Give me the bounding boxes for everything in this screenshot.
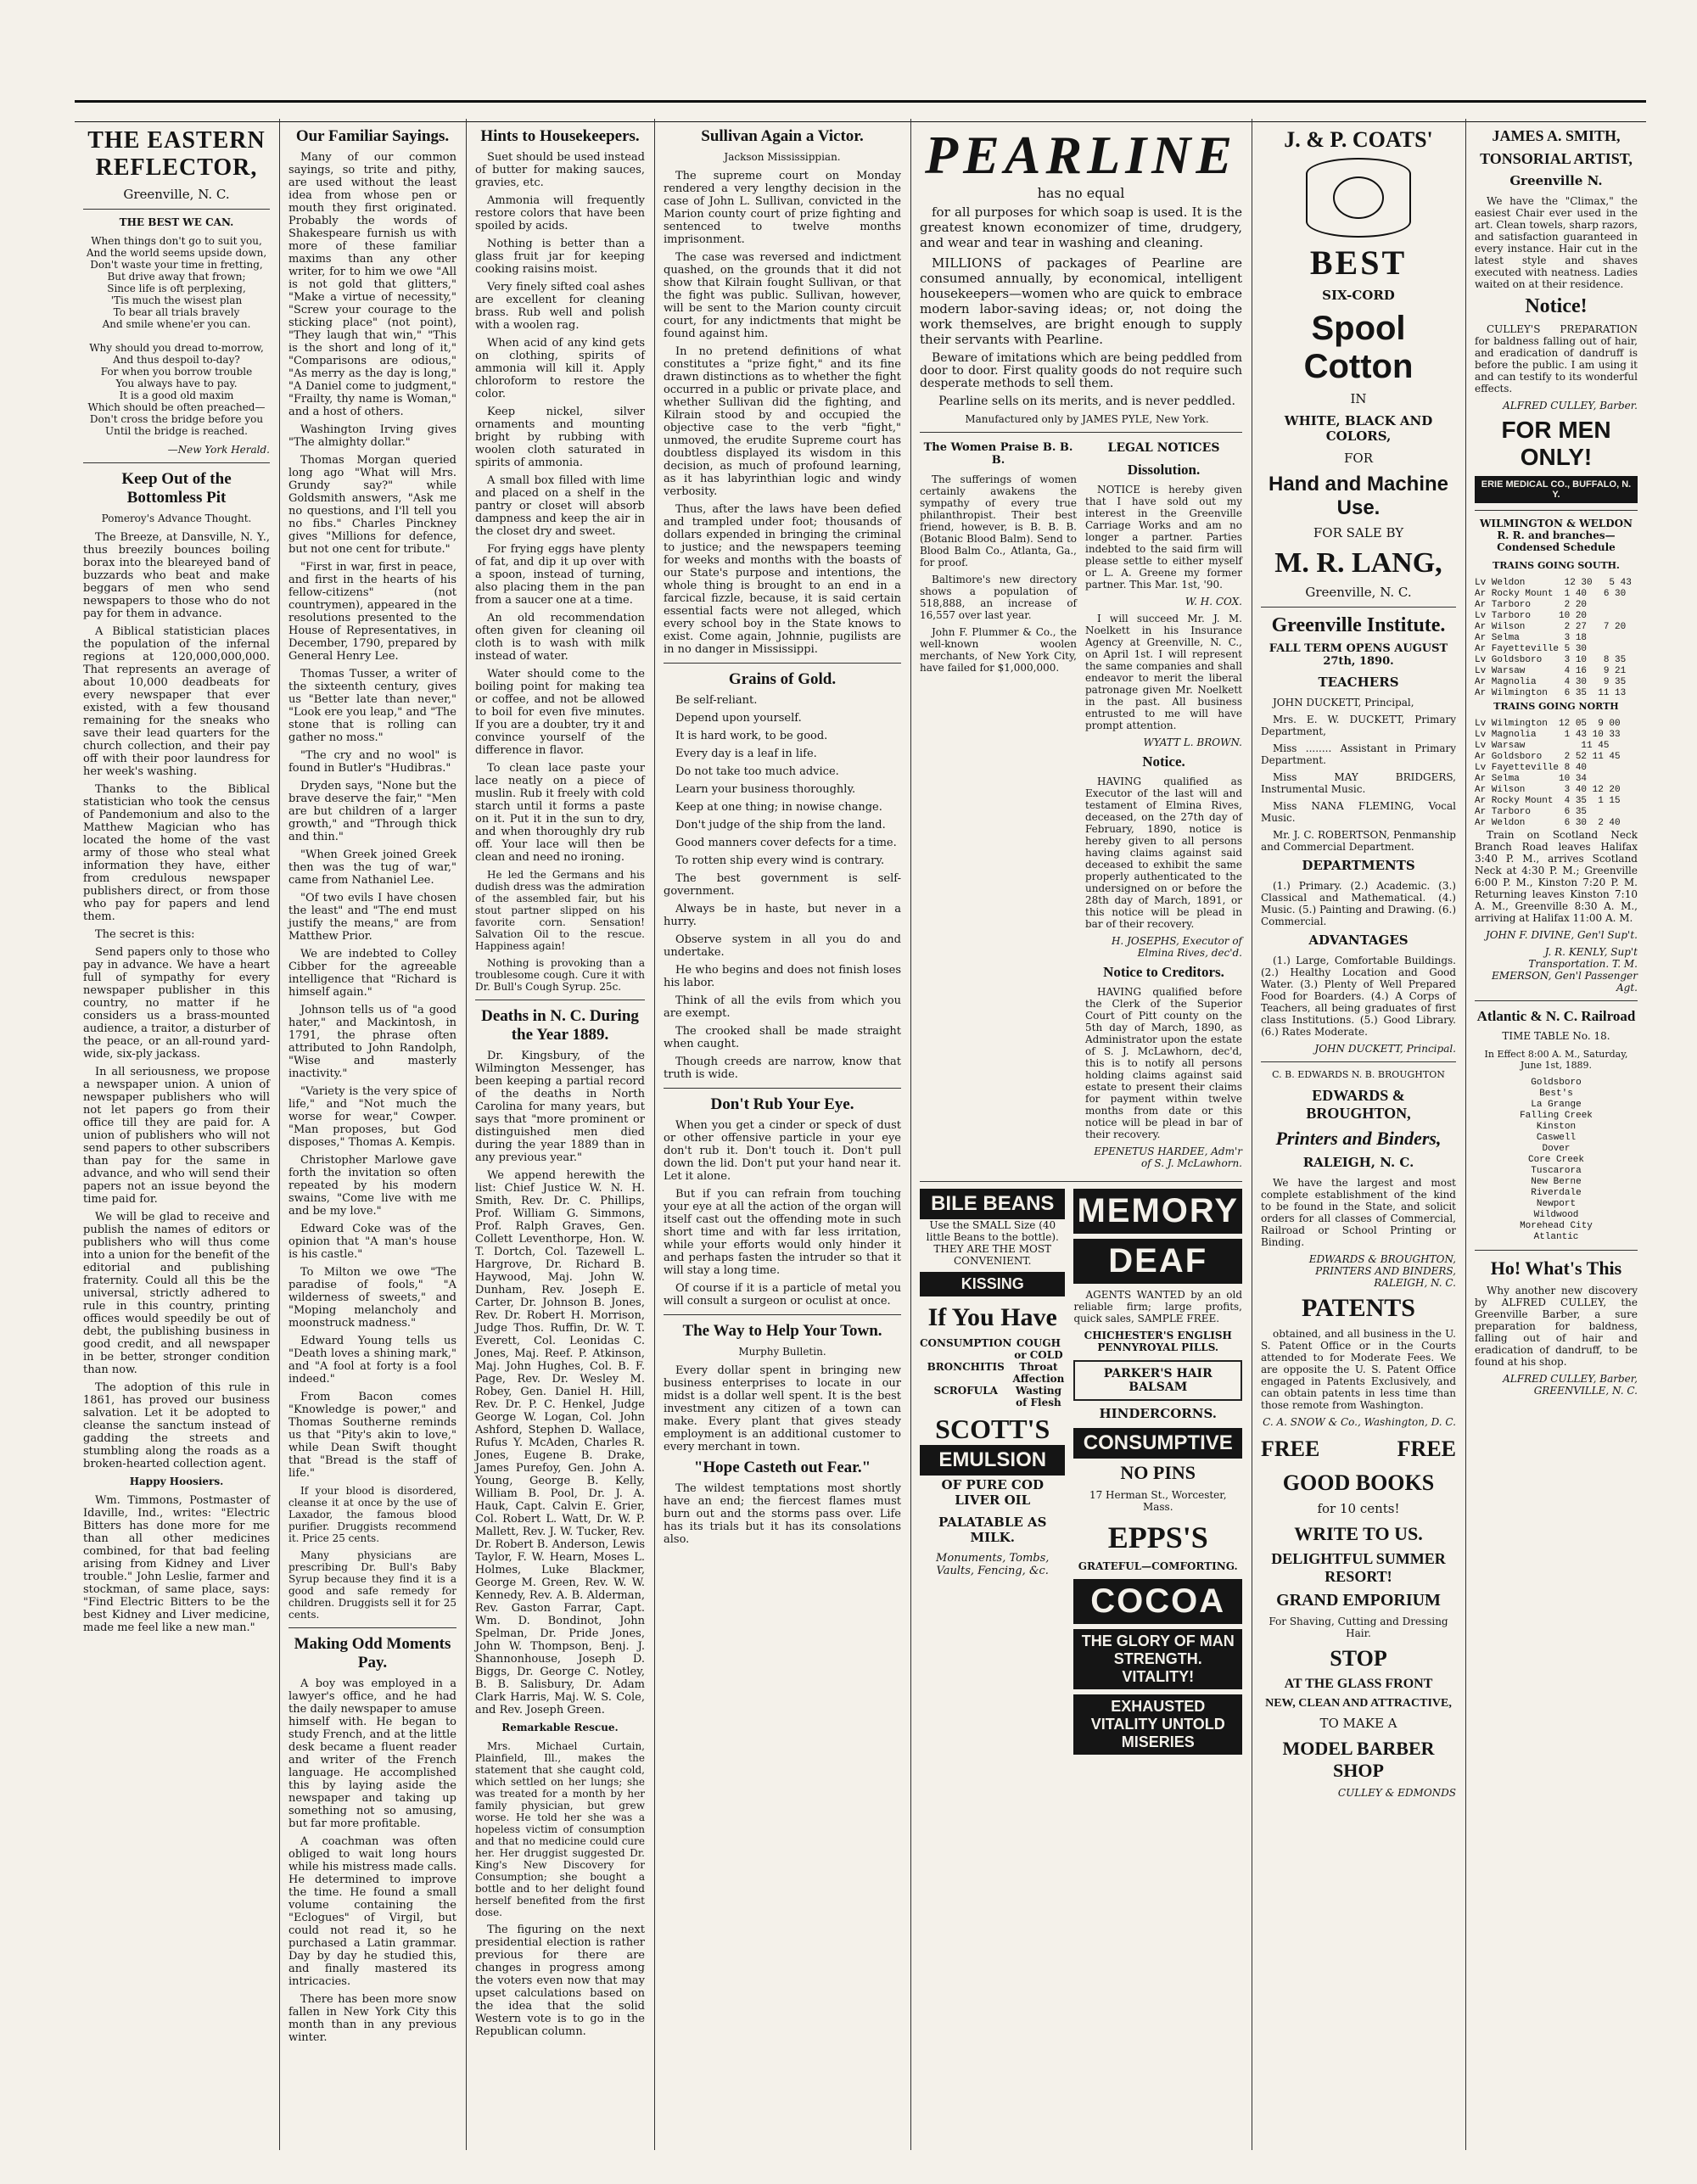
erie-ad: ERIE MEDICAL CO., BUFFALO, N. Y. xyxy=(1475,476,1638,503)
grain-item: Observe system in all you do and undertake. xyxy=(664,933,901,959)
divider xyxy=(1261,607,1456,608)
schedule-note: Train on Scotland Neck Branch Road leaves Halifax 3:40 P. M., arrives Scotland Neck at 4:30 P. M.; Greenville 6:00 P. M., Kinston 7:20 P. M. Returning leaves Kinston 7:10 A. M., Greenville 8:30 A. M., arriving at Halifax 11:00 A. M. xyxy=(1475,829,1638,924)
pearline-line: MILLIONS of packages of Pearline are consumed annually, by economical, intelligent housekeepers—women who are quick to embrace modern labor-saving ideas; or, not doing the work themselves, are bright enough to supply their servants with Pearline. xyxy=(920,255,1242,347)
sullivan-paragraph: The supreme court on Monday rendered a very lengthy decision in the case of John L. Sullivan, convicted in the Marion county court of prize fighting and sentenced to twelve months imprisonment. xyxy=(664,170,901,246)
divider xyxy=(920,432,1242,433)
grain-item: Think of all the evils from which you are exempt. xyxy=(664,994,901,1020)
insurance-notice: I will succeed Mr. J. M. Noelkett in his Insurance Agency at Greenville, N. C., on April 1st. I will represent the same companies and shall endeavor to merit the liberal patronage given Mr. Noelkett in the past. All business entrusted to me will have prompt attention. xyxy=(1085,613,1242,731)
sullivan-source: Jackson Mississippian. xyxy=(724,151,841,163)
odd-moments-title: Making Odd Moments Pay. xyxy=(294,1635,451,1672)
town-paragraph: Every dollar spent in bringing new business enterprises to locate in our midst is a dollar well spent. It is the best investment any citizen of a town can make. Every plant that gives steady employment is an additional customer to every merchant in town. xyxy=(664,1364,901,1453)
sayings-paragraph: Dryden says, "None but the brave deserve the fair," "Men are but children of a larger growth," and "Through thick and thin." xyxy=(288,780,456,843)
patents-title: PATENTS xyxy=(1302,1294,1415,1322)
free-ad: FREE xyxy=(1261,1436,1320,1461)
town-title: The Way to Help Your Town. xyxy=(682,1322,882,1340)
odd-moments-paragraph: There has been more snow fallen in New York City this month than in any previous winter. xyxy=(288,1993,456,2044)
smith-name: JAMES A. SMITH, xyxy=(1492,127,1621,144)
summer-resort: DELIGHTFUL SUMMER RESORT! xyxy=(1271,1550,1446,1585)
culley-sig: ALFRED CULLEY, Barber, GREENVILLE, N. C. xyxy=(1503,1373,1638,1397)
grain-item: Learn your business thoroughly. xyxy=(675,783,856,796)
divine-sig: JOHN F. DIVINE, Gen'l Sup't. xyxy=(1485,929,1638,941)
baltimore-notice: Baltimore's new directory shows a population of 518,888, an increase of 16,557 over last year. xyxy=(920,574,1077,621)
sullivan-paragraph: The case was reversed and indictment quashed, on the grounds that it did not show that Kilrain fought Sullivan, or that the fight was public. Sullivan, however, will be sent to the Marion county circuit court, for any indictments that might be found against him. xyxy=(664,251,901,340)
teacher-line: JOHN DUCKETT, Principal, xyxy=(1273,697,1414,708)
teacher-line: Miss ........ Assistant in Primary Department. xyxy=(1261,742,1456,766)
article-paragraph: A Biblical statistician places the population of the infernal regions at 120,000,000,000. That represents an average of about 10,000 deadbeats for every newspaper that ever existed, with a few thousand remaining for the sneaks who save their lead quarters for the church collection, and their pay off with their poor laundress for her week's washing. xyxy=(83,625,270,778)
sayings-paragraph: We are indebted to Colley Cibber for the agreeable intelligence that "Richard is himself again." xyxy=(288,948,456,999)
grain-item: To rotten ship every wind is contrary. xyxy=(675,854,885,867)
sayings-paragraph: Many of our common sayings, so trite and pithy, are used without the least idea from whose pen or mouth they first originated. Probably the words of Shakespeare furnish us with more of these familiar maxims than any other writer, for to him we owe "All is not gold that glitters," "Make a virtue of necessity," "Screw your courage to the sticking place" (not point), "They laugh that win," "This is the short and long of it," "Comparisons are odious," "As merry as the day is long," "A Daniel come to judgment," "Frailty, thy name is Woman," and a host of others. xyxy=(288,151,456,418)
good-books-title: GOOD BOOKS xyxy=(1282,1470,1435,1495)
column-5 xyxy=(911,119,1251,2150)
tonsorial-title: TONSORIAL ARTIST, xyxy=(1480,150,1633,167)
odd-moments-paragraph: A coachman was often obliged to wait long hours while his mistress made calls. He determined to improve the time. He found a small volume containing the "Eclogues" of Virgil, but could not read it, so he purchased a Latin grammar. Day by day he studied this, and finally mastered its intricacies. xyxy=(288,1835,456,1988)
timetable-sub: In Effect 8:00 A. M., Saturday, June 1st, 1889. xyxy=(1484,1049,1628,1071)
news-and-legal-row xyxy=(920,440,1242,1174)
grain-item: Though creeds are narrow, know that truth is wide. xyxy=(664,1056,901,1081)
hints-paragraph: Keep nickel, silver ornaments and mounting bright by rubbing with woolen cloth saturated in spirits of ammonia. xyxy=(475,406,645,469)
lang-name: M. R. LANG, xyxy=(1274,547,1442,579)
model-barber: MODEL BARBER SHOP xyxy=(1282,1738,1435,1781)
notice-body: CULLEY'S PREPARATION for baldness falling out of hair, and eradication of dandruff is before the public. I am using it and can testify to its wonderful effects. xyxy=(1475,323,1638,395)
deaf-ad: DEAF xyxy=(1073,1239,1242,1284)
poem-body: When things don't go to suit you, And the world seems upside down, Don't waste your time in fretting, But drive away that frown; Since life is oft perplexing, 'Tis much the wisest plan To bear all trials bravely And smile whene'er you can. Why should you dread to-morrow, And thus despoil to-day? For when you borrow trouble You always have to pay. It is a good old maxim Which should be often preached— Don't cross the bridge before you Until the bridge is reached. xyxy=(86,235,267,437)
advantages-body: (1.) Large, Comfortable Buildings. (2.) Healthy Location and Good Water. (3.) Plenty of Well Prepared Food for Boarders. (4.) A Corps of Teachers, all being graduates of first class Institutions. (5.) Good Library. (6.) Rates Moderate. xyxy=(1261,955,1456,1038)
article-paragraph: The Breeze, at Dansville, N. Y., thus breezily bounces boiling borax into the bleareyed band of buzzards who beat and make beggars of men who send newspapers to those who do not pay for them in advance. xyxy=(83,531,270,620)
happy-title: Happy Hoosiers. xyxy=(129,1476,224,1487)
paper-title: THE EASTERN REFLECTOR, xyxy=(87,127,266,181)
bbb-body: The sufferings of women certainly awakens the sympathy of every true philanthropist. Their best friend, however, is B. B. B. (Botanic Blood Balm). Send to Blood Balm Co., Atlanta, Ga., for proof. xyxy=(920,473,1077,568)
sayings-paragraph: Edward Young tells us "Death loves a shining mark," and "A fool at forty is a fool indeed." xyxy=(288,1335,456,1386)
monuments-ad: Monuments, Tombs, Vaults, Fencing, &c. xyxy=(936,1552,1050,1577)
pearline-line: Beware of imitations which are being peddled from door to door. First quality goods do not require such desperate methods to sell them. xyxy=(920,351,1242,390)
grain-item: Keep at one thing; in nowise change. xyxy=(675,801,882,814)
sayings-paragraph: From Bacon comes "Knowledge is power," and Thomas Southerne reminds us that "Pity's akin to love," while Dean Swift thought that "Bread is the staff of life." xyxy=(288,1391,456,1480)
sullivan-paragraph: In no pretend definitions of what constitutes a "prize fight," and its fine drawn distinctions as to whether the fight occurred in a public or private place, and whether Sullivan did the fighting, and Kilrain stood by and occupied the objective case to the verb "fight," unmoved, the erudite Supreme court has doubtless displayed its wisdom in this decision, as much of profound learning, as it has labyrinthian logic and windy verbosity. xyxy=(664,345,901,498)
article-paragraph: We will be glad to receive and publish the names of editors or publishers who will thus come into a union for the benefit of the editorial and publishing fraternity. Could all this be the universal, strictly adhered to rule in this country, printing offices would speedily be out of debt, the publishing business in good credit, and all newspaper in be better, stronger condition than now. xyxy=(83,1211,270,1376)
trains-south: TRAINS GOING SOUTH. xyxy=(1493,560,1620,571)
write-us: WRITE TO US. xyxy=(1294,1523,1423,1544)
grain-item: It is hard work, to be good. xyxy=(675,730,828,742)
emulsion-title: EMULSION xyxy=(920,1445,1065,1476)
ads-row xyxy=(920,1189,1242,1755)
free-ad: FREE xyxy=(1397,1436,1456,1461)
glory-ad: THE GLORY OF MAN STRENGTH. VITALITY! xyxy=(1073,1629,1242,1689)
smith-body: We have the "Climax," the easiest Chair ever used in the art. Clean towels, sharp razors, and satisfaction guaranteed in every instance. Hair cut in the latest style and shaves executed with neatness. Ladies waited on at their residence. xyxy=(1475,195,1638,290)
hope-title: "Hope Casteth out Fear." xyxy=(693,1459,871,1476)
article-paragraph: Thanks to the Biblical statistician who took the census of Pandemonium and also to the Matthew Magician who has located the home of the vast army of those who steal what information they have, either from credulous newspaper publishers direct, or from those who pay for papers and lend them. xyxy=(83,783,270,923)
grains-title: Grains of Gold. xyxy=(728,670,837,688)
hope-paragraph: The wildest temptations most shortly have an end; the fiercest flames must burn out and the storms pass over. Life has its trials but it has its consolations also. xyxy=(664,1482,901,1546)
sayings-paragraph: Washington Irving gives "The almighty dollar." xyxy=(288,423,456,449)
sayings-title: Our Familiar Sayings. xyxy=(295,127,450,145)
baby-notice: Many physicians are prescribing Dr. Bull's Baby Syrup because they find it is a good and safe remedy for children. Druggists sell it for 25 cents. xyxy=(288,1549,456,1621)
creditors-body: HAVING qualified before the Clerk of the Superior Court of Pitt county on the 5th day of March, 1890, as Administrator upon the estate of S. J. McLawhorn, dec'd, this is to notify all persons holding claims against said estate to present their claims for payment within twelve months from date or this notice will be plead in bar of their recovery. xyxy=(1085,986,1242,1140)
palatable-line: PALATABLE AS MILK. xyxy=(938,1515,1047,1545)
rescue-body: Mrs. Michael Curtain, Plainfield, Ill., makes the statement that she caught cold, which settled on her lungs; she was treated for a month by her family physician, but grew worse. He told her she was a hopeless victim of consumption and that no medicine could cure her. Her druggist suggested Dr. King's New Discovery for Consumption; she bought a bottle and to her delight found herself benefited from the first dose. xyxy=(475,1740,645,1918)
spool-cotton-title: Spool Cotton xyxy=(1303,310,1414,385)
patents-sig: C. A. SNOW & Co., Washington, D. C. xyxy=(1263,1416,1456,1428)
divider xyxy=(664,1314,901,1315)
sayings-paragraph: Edward Coke was of the opinion that "A man's house is his castle." xyxy=(288,1223,456,1261)
column-3 xyxy=(467,119,653,2150)
divider xyxy=(1475,1000,1638,1001)
sayings-paragraph: "Variety is the very spice of life," and "Not much the worse for wear," Cowper. "Man proposes, but God disposes," Thomas A. Kempis. xyxy=(288,1085,456,1149)
germans-notice: He led the Germans and his dudish dress was the admiration of the assembled fair, but his stout partner slipped on his favorite corn. Sensation! Salvation Oil to the rescue. Happiness again! xyxy=(475,869,645,952)
edwards-names: C. B. EDWARDS N. B. BROUGHTON xyxy=(1272,1069,1445,1080)
ifyh-item: SCROFULA xyxy=(933,1385,998,1397)
hand-machine: Hand and Machine Use. xyxy=(1268,473,1449,519)
schedule-south: Lv Weldon 12 30 5 43 Ar Rocky Mount 1 40 6 30 Ar Tarboro 2 20 Lv Tarboro 10 20 Ar Wilson 2 27 7 20 Ar Selma 3 18 Ar Fayetteville 5 30 Lv Goldsboro 3 10 8 35 Lv Warsaw 4 16 9 21 Ar Magnolia 4 30 9 35 Ar Wilmington 6 35 11 13 xyxy=(1475,578,1632,698)
memory-ad: MEMORY xyxy=(1073,1189,1242,1234)
pearline-line: for all purposes for which soap is used. It is the greatest known economizer of time, drudgery, and wear and tear in washing and cleaning. xyxy=(920,204,1242,250)
creditors-sig: EPENETUS HARDEE, Adm'r of S. J. McLawhorn. xyxy=(1094,1145,1242,1169)
hints-paragraph: A small box filled with lime and placed on a shelf in the pantry or closet will absorb dampness and keep the air in the closet dry and sweet. xyxy=(475,474,645,538)
parker-title: PARKER'S HAIR BALSAM xyxy=(1103,1367,1213,1394)
pearline-line: has no equal xyxy=(1037,185,1125,201)
dissolution-body: NOTICE is hereby given that I have sold out my interest in the Greenville Carriage Works and am no longer a partner. Parties indebted to the said firm will please settle to either myself or L. A. Greene my former partner. This Mar. 1st, '90. xyxy=(1085,484,1242,591)
epps-title: EPPS'S xyxy=(1107,1520,1208,1554)
fall-term: FALL TERM OPENS AUGUST 27th, 1890. xyxy=(1269,642,1448,668)
column-2 xyxy=(280,119,465,2150)
paper-place: Greenville, N. C. xyxy=(123,187,230,202)
whats-this-body: Why another new discovery by ALFRED CULLEY, the Greenville Barber, a sure preparation for baldness, falling out of hair and eradication of dandruff, to be found at his shop. xyxy=(1475,1285,1638,1368)
ifyh-item: Wasting of Flesh xyxy=(1015,1385,1062,1408)
sayings-paragraph: Thomas Tusser, a writer of the sixteenth century, gives us "Better late than never," "Look ere you leap," and "The stone that is rolling can gather no moss." xyxy=(288,668,456,744)
poem-title: THE BEST WE CAN. xyxy=(119,216,234,228)
lang-place: Greenville, N. C. xyxy=(1305,585,1412,600)
cully-sig: CULLEY & EDMONDS xyxy=(1337,1787,1456,1799)
cocoa-sub: GRATEFUL—COMFORTING. xyxy=(1078,1560,1238,1572)
kissing-ad: KISSING xyxy=(920,1272,1065,1296)
eye-title: Don't Rub Your Eye. xyxy=(710,1095,854,1113)
teacher-line: Mrs. E. W. DUCKETT, Primary Department, xyxy=(1261,714,1456,737)
patents-body: obtained, and all business in the U. S. Patent Office or in the Courts attended to for Moderate Fees. We are opposite the U. S. Patent Office engaged in Patents Exclusively, and can obtain patents in less time than those remote from Washington. xyxy=(1261,1328,1456,1411)
spool-in: IN xyxy=(1350,391,1367,406)
pearline-logo: PEARLINE xyxy=(924,125,1238,185)
ads-right xyxy=(1073,1189,1242,1755)
if-you-have-title: If You Have xyxy=(927,1303,1057,1331)
hindercorns-ad: HINDERCORNS. xyxy=(1099,1406,1217,1421)
news-column xyxy=(920,440,1077,1174)
divider xyxy=(83,462,270,463)
divider xyxy=(664,1088,901,1089)
grain-item: The crooked shall be made straight when caught. xyxy=(664,1025,901,1050)
teachers-title: TEACHERS xyxy=(1318,675,1399,690)
column-6 xyxy=(1252,119,1465,2150)
legal-title: LEGAL NOTICES xyxy=(1107,441,1220,455)
article-paragraph: The secret is this: xyxy=(95,928,195,941)
legal-column xyxy=(1085,440,1242,1174)
grain-item: Do not take too much advice. xyxy=(675,765,839,778)
pills-ad: CHICHESTER'S ENGLISH PENNYROYAL PILLS. xyxy=(1084,1330,1232,1353)
divider xyxy=(1261,1061,1456,1062)
grain-item: Good manners cover defects for a time. xyxy=(675,837,897,849)
free-row xyxy=(1261,1433,1456,1467)
dissolution-sig: W. H. COX. xyxy=(1185,596,1242,608)
eye-paragraph: Of course if it is a particle of metal you will consult a surgeon or oculist at once. xyxy=(664,1282,901,1308)
grain-item: Always be in haste, but never in a hurry. xyxy=(664,903,901,928)
grain-item: The best government is self-government. xyxy=(664,872,901,898)
grain-item: Be self-reliant. xyxy=(675,694,758,707)
six-cord: SIX-CORD xyxy=(1322,288,1395,303)
timetable-title: TIME TABLE No. 18. xyxy=(1502,1030,1610,1042)
deaths-paragraph: We append herewith the list: Chief Justice W. N. H. Smith, Rev. Dr. C. Phillips, Prof. William G. Simmons, Prof. Ralph Graves, Gen. Collett Leventhorpe, Hon. W. T. Dortch, Col. Tazewell L. Hargrove, Dr. Richard B. Haywood, Maj. John W. Dunham, Rev. Joseph E. Carter, Dr. Johnson B. Jones, Rev. Dr. Robert H. Morrison, Judge Thos. Ruffin, Dr. W. T. Everett, Col. Leonidas C. Jones, Maj. Reef. P. Atkinson, Maj. John Hughes, Col. B. F. Page, Rev. Dr. Wesley M. Robey, Gen. Daniel H. Hill, Rev. Dr. P. C. Henkel, Judge George W. Logan, Col. John Ashford, Stephen D. Wallace, Rufus Y. McAden, Charles R. Jones, Eugene B. Drake, James Purefoy, Gen. John A. Young, George B. Kelly, William B. Pool, Dr. J. A. Hauk, Capt. Calvin E. Grier, Col. Robert L. Watt, Dr. W. P. Mallett, Rev. J. W. Tucker, Rev. Dr. Robert B. Anderson, Lewis Taylor, F. W. Hearn, Moses L. Holmes, Luke Blackmer, George M. Green, Rev. W. W. Kennedy, Rev. A. B. Alderman, Rev. Gaston Farrar, Capt. Wm. D. Bondinot, John Spelman, Dr. Pride Jones, John W. Thompson, Benj. J. Shannonhouse, Joseph D. Biggs, Dr. George C. Notley, B. B. Salisbury, Dr. Adam Clark Harris, Maj. W. S. Cole, and Rev. Joseph Green. xyxy=(475,1169,645,1716)
sullivan-title: Sullivan Again a Victor. xyxy=(701,127,864,145)
sullivan-paragraph: Thus, after the laws have been defied and trampled under foot; thousands of dollars expended in bringing the criminal to justice; and the newspapers teeming for weeks and months with the boasts of our State's purpose and intentions, the whole thing is brought to an end in a farcical fizzle, because, it is said certain essential facts were not alleged, which every school boy in the State knows to exist. Come again, Johnnie, pugilists are in no danger in Mississippi. xyxy=(664,503,901,656)
pins-address: 17 Herman St., Worcester, Mass. xyxy=(1089,1489,1227,1513)
atlantic-title: Atlantic & N. C. Railroad xyxy=(1476,1008,1636,1024)
dissolution-title: Dissolution. xyxy=(1127,462,1201,478)
trains-north: TRAINS GOING NORTH xyxy=(1493,701,1619,712)
hints-title: Hints to Housekeepers. xyxy=(480,127,640,145)
hints-paragraph: When acid of any kind gets on clothing, spirits of ammonia will kill it. Apply chloroform to restore the color. xyxy=(475,337,645,400)
teacher-line: Miss MAY BRIDGERS, Instrumental Music. xyxy=(1261,771,1456,795)
hints-paragraph: An old recommendation often given for cleaning oil cloth is to wash with milk instead of water. xyxy=(475,612,645,663)
ifyh-item: CONSUMPTION xyxy=(920,1337,1012,1349)
ifyh-item: Throat Affection xyxy=(1012,1361,1065,1385)
exhausted-ad: EXHAUSTED VITALITY UNTOLD MISERIES xyxy=(1073,1694,1242,1755)
men-only-title: FOR MEN ONLY! xyxy=(1501,417,1611,470)
hints-paragraph: Water should come to the boiling point for making tea or coffee, and not be allowed to boil for even five minutes. If you are a doubter, try it and convince yourself of the difference in flavor. xyxy=(475,668,645,757)
pearline-line: Pearline sells on its merits, and is never peddled. xyxy=(938,395,1235,408)
poem-source: —New York Herald. xyxy=(167,444,270,456)
hints-paragraph: Suet should be used instead of butter for making sauces, gravies, etc. xyxy=(475,151,645,189)
divider xyxy=(83,209,270,210)
edwards-place: RALEIGH, N. C. xyxy=(1302,1155,1414,1170)
edwards-sig: EDWARDS & BROUGHTON, PRINTERS AND BINDERS, RALEIGH, N. C. xyxy=(1308,1253,1456,1289)
sayings-paragraph: Christopher Marlowe gave forth the invitation so often repeated by his modern swains, "Come live with me and be my love." xyxy=(288,1154,456,1218)
column-7 xyxy=(1466,119,1646,2150)
sayings-paragraph: "The cry and no wool" is found in Butler's "Hudibras." xyxy=(288,749,456,775)
spool-icon xyxy=(1306,158,1411,238)
new-clean: NEW, CLEAN AND ATTRACTIVE, xyxy=(1265,1697,1452,1710)
odd-moments-paragraph: A boy was employed in a lawyer's office, and he had the daily newspaper to amuse himself with. He began to study French, and at the little desk became a fluent reader and writer of the French language. He accomplished this by laying aside the newspaper and taking up something not so amusing, but far more profitable. xyxy=(288,1677,456,1830)
emulsion-sub: OF PURE COD LIVER OIL xyxy=(941,1477,1044,1508)
ifyh-item: BRONCHITIS xyxy=(927,1361,1005,1373)
creditors-title: Notice to Creditors. xyxy=(1103,964,1224,980)
bile-beans-sub: Use the SMALL Size (40 little Beans to the bottle). THEY ARE THE MOST CONVENIENT. xyxy=(926,1219,1059,1267)
executor-title: Notice. xyxy=(1142,753,1185,770)
cocoa-title: COCOA xyxy=(1073,1579,1242,1624)
grain-item: Depend upon yourself. xyxy=(675,712,802,725)
sayings-paragraph: Thomas Morgan queried long ago "What will Mrs. Grundy say?" while Goldsmith answers, "Ask me no questions, and I'll tell you no fibs." Charles Pinckney gives "Millions for defence, but not one cent for tribute." xyxy=(288,454,456,556)
best-title: BEST xyxy=(1309,244,1408,282)
hints-paragraph: Ammonia will frequently restore colors that have been spoiled by acids. xyxy=(475,194,645,232)
divider xyxy=(288,1627,456,1628)
pearline-ad xyxy=(920,124,1242,425)
good-books-sub: for 10 cents! xyxy=(1317,1501,1400,1516)
divider xyxy=(920,1181,1242,1182)
cough-notice: Nothing is provoking than a troublesome cough. Cure it with Dr. Bull's Cough Syrup. 25c. xyxy=(475,957,645,993)
article-paragraph: The adoption of this rule in 1861, has proved our business salvation. Let it be adopted to cleanse the sanctum instead of gadding the streets and stumbling along the roads as a broken-hearted collection agent. xyxy=(83,1381,270,1470)
sayings-paragraph: "Of two evils I have chosen the least" and "The end must justify the means," are from Matthew Prior. xyxy=(288,892,456,943)
article-paragraph: In all seriousness, we propose a newspaper union. A union of newspaper publishers who will not let papers go from their office till they are paid for. A union of publishers who will not send papers to other subscribers than pay for the same in advance, and who will send their papers not an issue beyond the time paid for. xyxy=(83,1066,270,1206)
deaths-title: Deaths in N. C. During the Year 1889. xyxy=(481,1007,639,1044)
hints-paragraph: Very finely sifted coal ashes are excellent for cleaning brass. Rub well and polish with a woolen rag. xyxy=(475,281,645,332)
column-4 xyxy=(655,119,910,2150)
sayings-paragraph: "When Greek joined Greek then was the tug of war," came from Nathaniel Lee. xyxy=(288,848,456,887)
ifyh-item: COUGH or COLD xyxy=(1014,1337,1063,1361)
consumptive-ad: CONSUMPTIVE xyxy=(1073,1428,1242,1459)
agents-ad: AGENTS WANTED by an old reliable firm; large profits, quick sales, SAMPLE FREE. xyxy=(1073,1289,1242,1324)
blood-notice: If your blood is disordered, cleanse it at once by the use of Laxador, the famous blood purifier. Druggists recommend it. Price 25 cents. xyxy=(288,1485,456,1544)
departments-body: (1.) Primary. (2.) Academic. (3.) Classical and Mathematical. (4.) Music. (5.) Painting and Drawing. (6.) Commercial. xyxy=(1261,880,1456,927)
article-subtitle: Pomeroy's Advance Thought. xyxy=(101,512,252,524)
bbb-title: The Women Praise B. B. B. xyxy=(923,441,1073,467)
duckett-sig: JOHN DUCKETT, Principal. xyxy=(1314,1043,1456,1055)
grain-item: Don't judge of the ship from the land. xyxy=(675,819,886,832)
deaths-paragraph: Dr. Kingsbury, of the Wilmington Messenger, has been keeping a partial record of the deaths in North Carolina for many years, but says that "more prominent or distinguished men died during the year 1889 than in any previous year." xyxy=(475,1050,645,1164)
grain-item: Every day is a leaf in life. xyxy=(675,748,817,760)
divider xyxy=(1475,1250,1638,1251)
ads-left xyxy=(920,1189,1065,1755)
notice-title: Notice! xyxy=(1525,295,1588,317)
spool-colors: WHITE, BLACK AND COLORS, xyxy=(1284,413,1433,444)
stop-title: STOP xyxy=(1330,1646,1387,1671)
edwards-sub: Printers and Binders, xyxy=(1275,1128,1442,1149)
sayings-paragraph: Johnson tells us of "a good hater," and Mackintosh, in 1791, the phrase often attributed to John Randolph, "Wise and masterly inactivity." xyxy=(288,1004,456,1080)
scotts-title: SCOTT'S xyxy=(935,1414,1050,1444)
parker-ad xyxy=(1073,1360,1242,1401)
sayings-paragraph: To Milton we owe "The paradise of fools," "A wilderness of sweets," and "Moping melancholy and moonstruck madness." xyxy=(288,1266,456,1330)
executor-sig: H. JOSEPHS, Executor of Elmina Rives, dec'd. xyxy=(1111,935,1242,959)
emporium-title: GRAND EMPORIUM xyxy=(1276,1591,1441,1610)
divider xyxy=(1475,510,1638,511)
stations-list: Goldsboro Best's La Grange Falling Creek Kinston Caswell Dover Core Creek Tuscarora New Berne Riverdale Newport Wildwood Morehead City Atlantic xyxy=(1520,1078,1593,1242)
eye-paragraph: But if you can refrain from touching your eye at all the action of the organ will itself cast out the offending mote in such short time and with far less irritation, while your efforts would only hinder it and perhaps fasten the intruder so that it will stay a long time. xyxy=(664,1188,901,1277)
pins-ad: NO PINS xyxy=(1120,1462,1196,1483)
teacher-line: Miss NANA FLEMING, Vocal Music. xyxy=(1261,800,1456,824)
emporium-sub: For Shaving, Cutting and Dressing Hair. xyxy=(1269,1616,1448,1639)
edwards-body: We have the largest and most complete establishment of the kind to be found in the State, and solicit orders for all classes of Commercial, Railroad or School Printing or Binding. xyxy=(1261,1177,1456,1248)
wilmington-title: WILMINGTON & WELDON R. R. and branches—Condensed Schedule xyxy=(1479,518,1633,553)
institute-title: Greenville Institute. xyxy=(1271,614,1446,636)
departments-title: DEPARTMENTS xyxy=(1302,858,1415,873)
rescue-title: Remarkable Rescue. xyxy=(501,1722,619,1733)
bile-beans-ad: BILE BEANS xyxy=(920,1189,1065,1219)
if-you-have-grid xyxy=(920,1337,1065,1408)
to-make: TO MAKE A xyxy=(1319,1716,1397,1731)
happy-body: Wm. Timmons, Postmaster of Idaville, Ind., writes: "Electric Bitters has done more for me than all other medicines combined, for that bad feeling arising from Kidney and Liver trouble." John Leslie, farmer and stockman, of same place, says: "Find Electric Bitters to be the best Kidney and Liver medicine, made me feel like a new man." xyxy=(83,1494,270,1634)
divider xyxy=(664,663,901,664)
column-1 xyxy=(75,119,278,2150)
grain-item: He who begins and does not finish loses his labor. xyxy=(664,964,901,989)
article-paragraph: Send papers only to those who pay in advance. We have a heart full of sympathy for every newspaper publisher in this country, no matter if he considers us a brass-mounted audience, a traitor, a disturber of the peace, or an all-round yard-wide, six-ply jackass. xyxy=(83,946,270,1061)
whats-this-title: Ho! What's This xyxy=(1490,1257,1622,1279)
executor-body: HAVING qualified as Executor of the last will and testament of Elmina Rives, deceased, on the 27th day of February, 1890, notice is hereby given to all persons having claims against said deceased to exhibit the same properly authenticated to the undersigned on or before the 28th day of March, 1891, or this notice will be plead in bar of their recovery. xyxy=(1085,776,1242,930)
edwards-title: EDWARDS & BROUGHTON, xyxy=(1306,1087,1411,1122)
glass-front: AT THE GLASS FRONT xyxy=(1284,1677,1433,1691)
smith-place: Greenville N. xyxy=(1509,173,1603,188)
advantages-title: ADVANTAGES xyxy=(1308,932,1409,948)
kenly-sig: J. R. KENLY, Sup't Transportation. T. M. EMERSON, Gen'l Passenger Agt. xyxy=(1492,946,1638,994)
pearline-line: Manufactured only by JAMES PYLE, New York. xyxy=(965,413,1209,425)
article-title: Keep Out of the Bottomless Pit xyxy=(121,470,232,507)
plummer-notice: John F. Plummer & Co., the well-known woolen merchants, of New York City, have failed for $1,000,000. xyxy=(920,626,1077,674)
schedule-north: Lv Wilmington 12 05 9 00 Lv Magnolia 1 43 10 33 Lv Warsaw 11 45 Ar Goldsboro 2 52 11 45 Lv Fayetteville 8 40 Ar Selma 10 34 Ar Wilson 3 40 12 20 Ar Rocky Mount 4 35 1 15 Ar Tarboro 6 35 Ar Weldon 6 30 2 40 xyxy=(1475,719,1621,828)
notice-sig: ALFRED CULLEY, Barber. xyxy=(1503,400,1638,412)
spool-for: FOR xyxy=(1344,451,1373,466)
coats-title: J. & P. COATS' xyxy=(1284,127,1433,152)
town-source: Murphy Bulletin. xyxy=(738,1346,826,1358)
for-sale-by: FOR SALE BY xyxy=(1313,525,1404,540)
teacher-line: Mr. J. C. ROBERTSON, Penmanship and Commercial Department. xyxy=(1261,829,1456,853)
hints-paragraph: To clean lace paste your lace neatly on a piece of muslin. Rub it freely with cold starch until it forms a paste on it. Put it in the sun to dry, and when thoroughly dry rub off. Your lace will then be clean and need no ironing. xyxy=(475,762,645,864)
figuring-paragraph: The figuring on the next presidential election is rather previous for there are changes in progress among the voters even now that may upset calculations based on the idea that the solid Western vote is to go in the Republican column. xyxy=(475,1924,645,2038)
insurance-sig: WYATT L. BROWN. xyxy=(1143,736,1242,748)
hints-paragraph: Nothing is better than a glass fruit jar for keeping cooking raisins moist. xyxy=(475,238,645,276)
hints-paragraph: For frying eggs have plenty of fat, and dip it up over with a spoon, instead of turning, also placing them in the pan from a saucer one at a time. xyxy=(475,543,645,607)
sayings-paragraph: "First in war, first in peace, and first in the hearts of his fellow-citizens" (not countrymen), appeared in the resolutions presented to the House of Representatives, in December, 1790, prepared by General Henry Lee. xyxy=(288,561,456,663)
eye-paragraph: When you get a cinder or speck of dust or other offensive particle in your eye don't rub it. Don't touch it. Don't pull down the lid. Don't put your hand near it. Let it alone. xyxy=(664,1119,901,1183)
